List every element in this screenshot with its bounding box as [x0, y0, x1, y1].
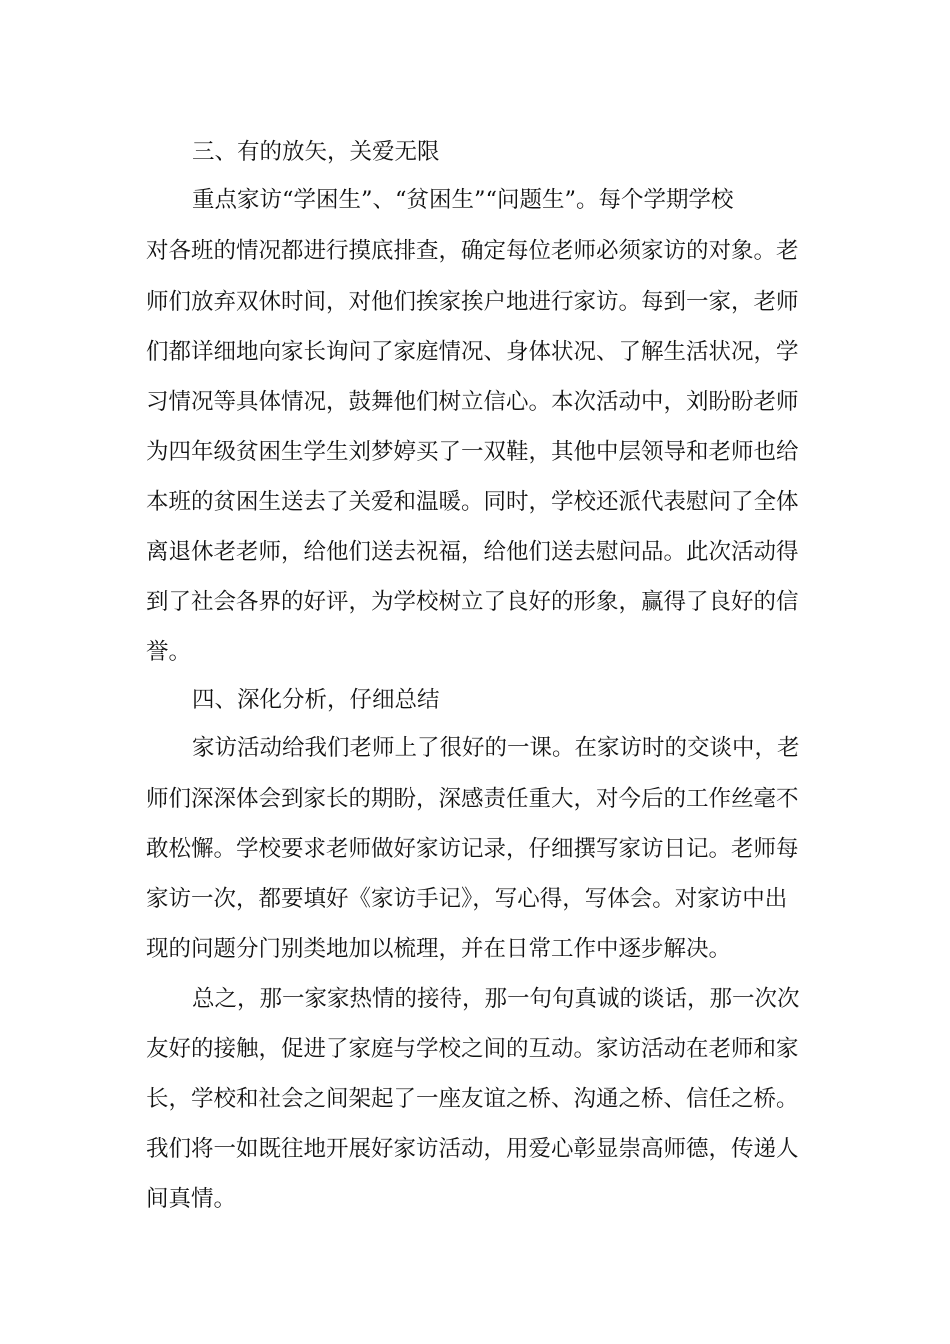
paragraph-line: 友好的接触，促进了家庭与学校之间的互动。家访活动在老师和家	[146, 1036, 799, 1062]
paragraph-line: 为四年级贫困生学生刘梦婷买了一双鞋，其他中层领导和老师也给	[146, 439, 799, 465]
paragraph-line: 家访活动给我们老师上了很好的一课。在家访时的交谈中，老	[192, 735, 800, 761]
paragraph-line: 师们深深体会到家长的期盼，深感责任重大，对今后的工作丝毫不	[146, 786, 799, 812]
paragraph-line: 间真情。	[146, 1186, 237, 1212]
paragraph-line: 师们放弃双休时间，对他们挨家挨户地进行家访。每到一家，老师	[146, 289, 799, 315]
paragraph-line: 誉。	[146, 639, 192, 665]
paragraph-line: 敢松懈。学校要求老师做好家访记录，仔细撰写家访日记。老师每	[146, 836, 799, 862]
paragraph-line: 现的问题分门别类地加以梳理，并在日常工作中逐步解决。	[146, 936, 732, 962]
paragraph-line: 长，学校和社会之间架起了一座友谊之桥、沟通之桥、信任之桥。	[146, 1086, 799, 1112]
paragraph-line: 重点家访“学困生”、“贫困生”“问题生”。每个学期学校	[192, 187, 734, 213]
paragraph-line: 总之，那一家家热情的接待，那一句句真诚的谈话，那一次次	[192, 986, 800, 1012]
paragraph-line: 习情况等具体情况，鼓舞他们树立信心。本次活动中，刘盼盼老师	[146, 389, 799, 415]
paragraph-line: 离退休老老师，给他们送去祝福，给他们送去慰问品。此次活动得	[146, 539, 799, 565]
section-heading-3: 三、有的放矢，关爱无限	[192, 139, 440, 165]
paragraph-line: 到了社会各界的好评，为学校树立了良好的形象，赢得了良好的信	[146, 589, 799, 615]
paragraph-line: 对各班的情况都进行摸底排查，确定每位老师必须家访的对象。老	[146, 238, 799, 264]
paragraph-line: 我们将一如既往地开展好家访活动，用爱心彰显崇高师德，传递人	[146, 1136, 799, 1162]
section-heading-4: 四、深化分析，仔细总结	[192, 687, 440, 713]
paragraph-line: 们都详细地向家长询问了家庭情况、身体状况、了解生活状况，学	[146, 339, 799, 365]
paragraph-line: 本班的贫困生送去了关爱和温暖。同时，学校还派代表慰问了全体	[146, 489, 799, 515]
paragraph-line: 家访一次，都要填好《家访手记》，写心得，写体会。对家访中出	[146, 886, 788, 912]
